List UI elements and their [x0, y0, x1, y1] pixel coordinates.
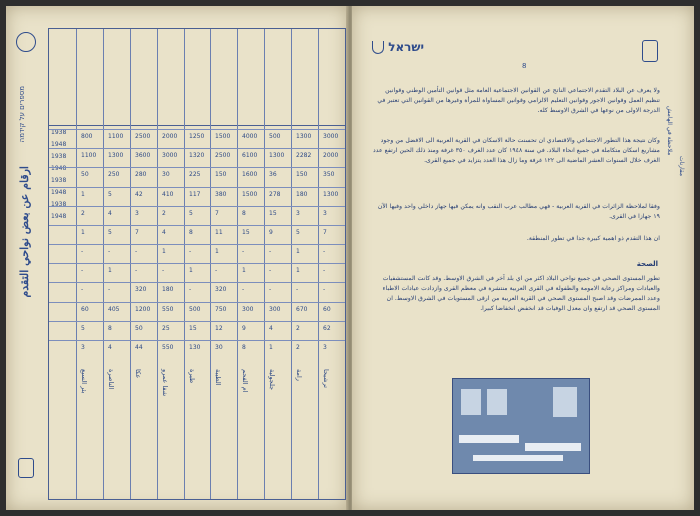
table-cell: 1100: [108, 133, 124, 140]
table-cell: 4: [108, 344, 112, 351]
paragraph-4: ان هذا التقدم ذو اهمية كبيرة جدا في تطور المنطقة.: [526, 235, 660, 242]
table-cell: 15: [242, 229, 250, 236]
table-cell: 1: [189, 267, 193, 274]
table-cell: 50: [81, 171, 89, 178]
paragraph-3: وفقا لملاحظة الزائرات في القرية العربية - فهي مطالب عرب النقب وانه يمكن فيها جهاز داخلي واحد وفيها الآن ١٩ جهازا في القرى.: [377, 203, 660, 220]
table-column-label: عكا: [134, 369, 142, 379]
table-cell: 1320: [189, 152, 205, 159]
brand-logo: [372, 40, 424, 54]
table-cell: 350: [323, 171, 335, 178]
table-column-label: ام الفحم: [241, 369, 249, 393]
round-logo-icon: [16, 32, 36, 52]
table-cell: 405: [108, 306, 120, 313]
table-cell: 60: [81, 306, 89, 313]
table-cell: 60: [323, 306, 331, 313]
table-column-divider: [264, 29, 265, 499]
table-cell: 130: [189, 344, 201, 351]
table-cell: -: [269, 267, 272, 274]
table-cell: -: [215, 267, 218, 274]
table-cell: 320: [215, 286, 227, 293]
table-cell: -: [135, 248, 138, 255]
table-cell: 1300: [108, 152, 124, 159]
table-cell: 2500: [215, 152, 231, 159]
table-cell: 5: [189, 210, 193, 217]
table-cell: 4: [269, 325, 273, 332]
table-cell: 7: [215, 210, 219, 217]
table-cell: 320: [135, 286, 147, 293]
table-cell: 500: [189, 306, 201, 313]
table-cell: 750: [215, 306, 227, 313]
table-cell: 1600: [242, 171, 258, 178]
table-header: [49, 29, 345, 126]
table-cell: 380: [215, 191, 227, 198]
table-cell: 9: [242, 325, 246, 332]
table-cell: 1: [162, 248, 166, 255]
table-cell: 1100: [81, 152, 97, 159]
table-cell: 1200: [135, 306, 151, 313]
table-cell: 1250: [189, 133, 205, 140]
table-cell: 4: [162, 229, 166, 236]
table-cell: 1500: [215, 133, 231, 140]
year-label: 1938: [51, 201, 67, 208]
table-cell: 1300: [296, 133, 312, 140]
table-row-divider: [49, 244, 345, 245]
table-cell: 8: [242, 344, 246, 351]
table-row-divider: [49, 263, 345, 264]
table-cell: 670: [296, 306, 308, 313]
table-cell: 278: [269, 191, 281, 198]
table-cell: 800: [81, 133, 93, 140]
table-column-divider: [103, 29, 104, 499]
table-cell: -: [269, 248, 272, 255]
table-cell: 30: [162, 171, 170, 178]
table-cell: 2: [296, 325, 300, 332]
year-label: 1948: [51, 141, 67, 148]
table-column-divider: [184, 29, 185, 499]
table-cell: 550: [162, 344, 174, 351]
classroom-photo: [452, 378, 590, 474]
table-cell: 15: [189, 325, 197, 332]
year-label: 1948: [51, 165, 67, 172]
table-cell: -: [81, 267, 84, 274]
table-cell: 50: [135, 325, 143, 332]
table-cell: 3000: [162, 152, 178, 159]
table-column-divider: [130, 29, 131, 499]
table-cell: 42: [135, 191, 143, 198]
table-cell: 8: [189, 229, 193, 236]
table-cell: 44: [135, 344, 143, 351]
table-cell: 1: [296, 267, 300, 274]
table-cell: 8: [242, 210, 246, 217]
paragraph-2: وكان نتيجة هذا التطور الاجتماعي والاقتصادي ان تحسنت حالة الاسكان في القرية العربية الى الافضل من وجود مشاريع اسكان متكاملة في جميع انحاء البلاد. في سنة ١٩٤٨ كان عدد الغرف ٣٥٠ غرفة ومنذ ذلك الحين ارتفع عدد الغرف خلال السنوات العشر الماضية الى ١٢٢ غرفة وما زال هذا العدد يتزايد في جميع القرى.: [373, 137, 660, 164]
table-cell: -: [323, 248, 326, 255]
emblem-icon: [642, 40, 658, 62]
table-cell: 1: [215, 248, 219, 255]
table-cell: 1: [81, 191, 85, 198]
table-cell: 1: [296, 248, 300, 255]
year-label: 1948: [51, 213, 67, 220]
table-cell: 180: [162, 286, 174, 293]
table-cell: 3: [323, 344, 327, 351]
table-column-label: طيرة: [188, 369, 196, 384]
table-row-divider: [49, 167, 345, 168]
table-cell: 150: [296, 171, 308, 178]
table-cell: -: [269, 286, 272, 293]
table-cell: 500: [269, 133, 281, 140]
table-cell: -: [81, 286, 84, 293]
table-cell: 117: [189, 191, 201, 198]
table-cell: -: [296, 286, 299, 293]
brand-label: ישראל: [388, 40, 425, 54]
table-cell: 7: [323, 229, 327, 236]
table-cell: 2: [162, 210, 166, 217]
table-cell: -: [323, 267, 326, 274]
table-cell: 2: [81, 210, 85, 217]
table-cell: 2500: [135, 133, 151, 140]
table-cell: -: [81, 248, 84, 255]
table-column-label: شفا عمرو: [161, 369, 169, 397]
table-cell: 1500: [242, 191, 258, 198]
table-cell: 1: [108, 267, 112, 274]
table-cell: 2000: [323, 152, 339, 159]
table-row-divider: [49, 148, 345, 149]
table-row-divider: [49, 282, 345, 283]
table-row-divider: [49, 206, 345, 207]
table-cell: 3: [296, 210, 300, 217]
table-cell: 1300: [269, 152, 285, 159]
table-cell: 12: [215, 325, 223, 332]
table-column-label: ترشيحا: [322, 369, 330, 388]
table-cell: 3: [135, 210, 139, 217]
table-cell: 1300: [323, 191, 339, 198]
table-cell: 62: [323, 325, 331, 332]
table-cell: 5: [296, 229, 300, 236]
table-cell: 30: [215, 344, 223, 351]
table-column-label: جلجولية: [268, 369, 276, 391]
section-heading: الصحة: [636, 260, 658, 268]
table-cell: 9: [269, 229, 273, 236]
statistics-table: [48, 28, 346, 500]
table-cell: 4: [108, 210, 112, 217]
table-cell: 7: [135, 229, 139, 236]
table-column-label: الناصرة: [107, 369, 115, 390]
table-cell: 410: [162, 191, 174, 198]
table-cell: 36: [269, 171, 277, 178]
health-paragraph: تطور المستوى الصحي في جميع نواحي البلاد اكثر من اي بلد آخر في الشرق الاوسط. وقد كانت المستشفيات والعيادات ومراكز رعاية الامومة والطفولة في القرى العربية منتشرة في معظم القرى وازدادت عيادات الاطباء وعدد الممرضات وقد اصبح المستوى الصحي في القرية العربية من ارقى المستويات في الشرق الاوسط. ان المستوى الصحي قد ارتفع وان معدل الوفيات قد انخفض انخفاضا كبيرا.: [382, 275, 660, 312]
table-cell: 1: [81, 229, 85, 236]
table-row-divider: [49, 129, 345, 130]
table-cell: 1: [242, 267, 246, 274]
table-cell: 8: [108, 325, 112, 332]
year-label: 1938: [51, 177, 67, 184]
table-cell: 3000: [323, 133, 339, 140]
table-cell: 3: [81, 344, 85, 351]
page-title: ارقام عن بعض نواحي التقدم: [18, 166, 31, 298]
table-cell: 550: [162, 306, 174, 313]
table-cell: 15: [269, 210, 277, 217]
table-cell: 5: [81, 325, 85, 332]
margin-note-1: ملاحظة في الهامش: [666, 106, 673, 156]
table-cell: -: [189, 248, 192, 255]
left-page: [6, 6, 348, 510]
table-cell: 180: [296, 191, 308, 198]
page-number: 8: [522, 62, 527, 70]
year-label: 1948: [51, 189, 67, 196]
table-cell: 250: [108, 171, 120, 178]
table-cell: -: [242, 248, 245, 255]
table-column-divider: [291, 29, 292, 499]
table-column-label: بئر السبع: [80, 369, 88, 394]
menorah-icon: [372, 41, 384, 54]
paragraph-1: ولا يعرف عن البلاد التقدم الاجتماعي الناتج عن القوانين الاجتماعية العامة مثل قوانين التأمين الوطني وقوانين تنظيم العمل وقوانين الاجور وقوانين التعليم الالزامي وقوانين المساواة للمرأة وغيرها من القوانين التي تعتبر في الدرجة الاولى من نوعها في الشرق الاوسط كله.: [377, 87, 660, 114]
table-cell: 4000: [242, 133, 258, 140]
table-row-divider: [49, 225, 345, 226]
table-column-divider: [318, 29, 319, 499]
table-cell: -: [242, 286, 245, 293]
table-cell: 11: [215, 229, 223, 236]
table-column-label: الطيبة: [214, 369, 222, 386]
table-column-divider: [157, 29, 158, 499]
table-row-divider: [49, 302, 345, 303]
table-cell: 6100: [242, 152, 258, 159]
table-cell: 5: [108, 191, 112, 198]
table-column-divider: [76, 29, 77, 499]
table-cell: 150: [215, 171, 227, 178]
emblem-icon: [18, 458, 34, 478]
margin-note-2: مقارنات: [678, 156, 685, 177]
table-column-divider: [210, 29, 211, 499]
table-cell: -: [108, 286, 111, 293]
table-cell: 5: [108, 229, 112, 236]
table-cell: -: [323, 286, 326, 293]
table-cell: -: [108, 248, 111, 255]
hebrew-title: מספרים על קידמה: [18, 86, 26, 143]
table-cell: 300: [269, 306, 281, 313]
table-cell: 2: [296, 344, 300, 351]
table-cell: 2000: [162, 133, 178, 140]
table-cell: -: [189, 286, 192, 293]
table-cell: 280: [135, 171, 147, 178]
table-cell: 3: [323, 210, 327, 217]
table-cell: 25: [162, 325, 170, 332]
right-page: [352, 6, 694, 510]
table-row-divider: [49, 187, 345, 188]
table-cell: 2282: [296, 152, 312, 159]
table-cell: 300: [242, 306, 254, 313]
table-cell: -: [135, 267, 138, 274]
table-cell: 225: [189, 171, 201, 178]
year-label: 1938: [51, 129, 67, 136]
table-cell: 1: [269, 344, 273, 351]
table-column-divider: [237, 29, 238, 499]
table-column-label: رامة: [295, 369, 303, 381]
table-row-divider: [49, 321, 345, 322]
table-cell: 3600: [135, 152, 151, 159]
year-label: 1938: [51, 153, 67, 160]
table-cell: -: [162, 267, 165, 274]
table-row-divider: [49, 340, 345, 341]
